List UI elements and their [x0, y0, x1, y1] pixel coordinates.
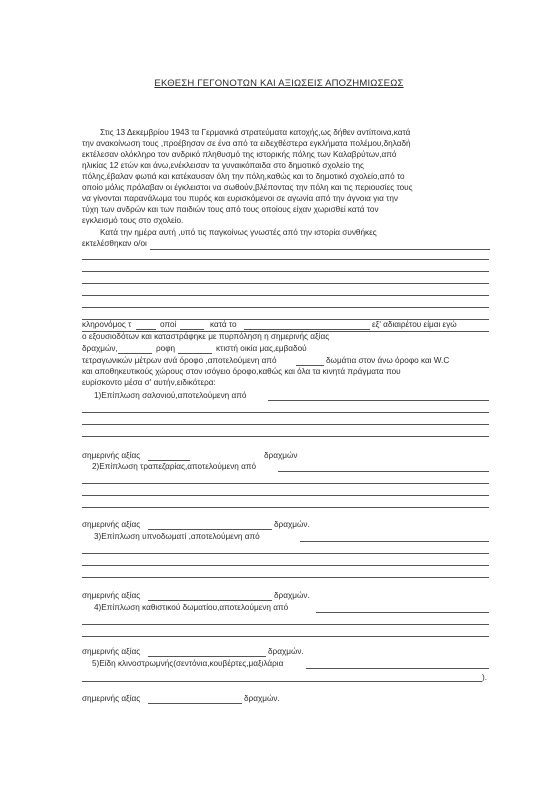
intro-line: τύχη των ανδρών και των παιδιών τους από τους οποίους είχαν χωρισθεί κατά τον [82, 205, 379, 214]
property-line: δωμάτια στον άνω όροφο και W.C [326, 356, 450, 365]
fill-line [82, 681, 482, 682]
fill-line [82, 295, 489, 296]
fill-line [296, 365, 324, 366]
item-label: 2)Επίπλωση τραπεζαρίας,αποτελούμενη από [92, 462, 257, 471]
intro-line: εγκλεισμό τους στο σχολείο. [82, 216, 184, 225]
item-label: 3)Επίπλωση υπνοδωματί ,αποτελούμενη από [94, 532, 260, 541]
fill-line [82, 436, 489, 437]
property-line: δραχμών, [82, 344, 118, 353]
fill-line [82, 553, 489, 554]
fill-line [316, 612, 489, 613]
fill-line [278, 471, 489, 472]
property-line: ευρίσκοντο μέσα σ' αυτήν,ειδικότερα: [82, 378, 216, 387]
intro-line: οποίο μόλις πρόλαβαν οι έγκλειστοι να σωθούν,βλέποντας την πόλη και τις περιουσίες τους [82, 183, 413, 192]
intro-line: Στις 13 Δεκεμβρίου 1943 τα Γερμανικά στρατεύματα κατοχής,ως δήθεν αντίποινα,κατά [100, 128, 411, 137]
fill-line [148, 460, 190, 461]
item-currency: δραχμών [264, 451, 298, 460]
item-currency: δραχμών. [268, 647, 304, 656]
para2-line: εκτελέσθηκαν ο/οι [82, 239, 147, 248]
para2-line: Κατά την ημέρα αυτή ,υπό τις παγκοίνως γνωστές από την ιστορία συνθήκες [100, 228, 377, 237]
item-label: 1)Επίπλωση σαλονιού,αποτελούμενη από [94, 391, 247, 400]
fill-line [268, 400, 489, 401]
heirs-text: κληρονόμος τ [82, 320, 132, 329]
fill-line [148, 529, 272, 530]
fill-line [82, 424, 489, 425]
fill-line [82, 636, 489, 637]
intro-line: πόλης,έβαλαν φωτιά και κατέκαυσαν όλη την πόλη,καθώς και το δημοτικό σχολείο,από το [82, 172, 405, 181]
intro-line: ηλικίας 12 ετών και άνω,ενέκλεισαν τα γυναικόπαιδα στο δημοτικό σχολείο της [82, 161, 364, 170]
fill-line [82, 283, 489, 284]
heirs-text: οποί [160, 320, 177, 329]
intro-line: την ανακοίνωση τους ,προέβησαν σε ένα από τα ειδεχθέστερα εγκλήματα πολέμου,δηλαδή [82, 139, 411, 148]
fill-line [178, 353, 212, 354]
property-line: ροφη [156, 344, 176, 353]
closing-paren: ). [482, 673, 488, 682]
fill-line [82, 577, 489, 578]
item-value-label: σημερινής αξίας [82, 591, 141, 600]
fill-line [82, 507, 489, 508]
fill-line [300, 541, 489, 542]
fill-line [180, 329, 204, 330]
fill-line [306, 668, 489, 669]
fill-line [82, 483, 489, 484]
document-title: ΕΚΘΕΣΗ ΓΕΓΟΝΟΤΩΝ ΚΑΙ ΑΞΙΩΣΕΙΣ ΑΠΟΖΗΜΙΩΣΕΩΣ [154, 78, 404, 89]
fill-line [82, 565, 489, 566]
property-line: ο εξουσιοδότων και καταστράφηκε με πυρπόληση η σημερινής αξίας [82, 332, 330, 341]
fill-line [82, 412, 489, 413]
item-currency: δραχμών. [274, 591, 310, 600]
item-currency: δραχμών. [274, 520, 310, 529]
heirs-text: εξ' αδιαιρέτου είμαι εγώ [372, 320, 457, 329]
fill-line [82, 624, 489, 625]
heirs-text: κατά το [210, 320, 237, 329]
item-value-label: σημερινής αξίας [82, 647, 141, 656]
item-label: 5)Είδη κλινοστρωμνής(σεντόνια,κουβέρτες,μαξιλάρια [92, 659, 284, 668]
item-value-label: σημερινής αξίας [82, 520, 141, 529]
fill-line [150, 249, 490, 250]
item-label: 4)Επίπλωση καθιστικού δωματίου,αποτελούμενη από [94, 603, 289, 612]
property-line: τετραγωνικών μέτρων ανά όροφο ,αποτελούμενη από [82, 356, 277, 365]
intro-line: να γίνονται παρανάλωμα του πυρός και ευρισκόμενοι σε αγωνία από την άγνοια για την [82, 194, 398, 203]
item-value-label: σημερινής αξίας [82, 451, 141, 460]
fill-line [148, 703, 242, 704]
fill-line [82, 259, 489, 260]
fill-line [82, 271, 489, 272]
fill-line [82, 495, 489, 496]
fill-line [148, 600, 272, 601]
item-currency: δραχμών. [244, 694, 280, 703]
item-value-label: σημερινής αξίας [82, 694, 141, 703]
property-line: και αποθηκευτικούς χώρους στον ισόγειο όροφο,καθώς και όλα τα κινητά πράγματα που [82, 367, 401, 376]
fill-line [82, 307, 489, 308]
property-line: κτιστή οικία μας,εμβαδού [216, 344, 307, 353]
fill-line [148, 656, 266, 657]
intro-line: εκτέλεσαν ολόκληρο τον ανδρικό πληθυσμό της ιστορικής πόλης των Καλαβρύτων,από [82, 150, 397, 159]
fill-line [244, 329, 370, 330]
fill-line [118, 353, 152, 354]
fill-line [136, 329, 156, 330]
